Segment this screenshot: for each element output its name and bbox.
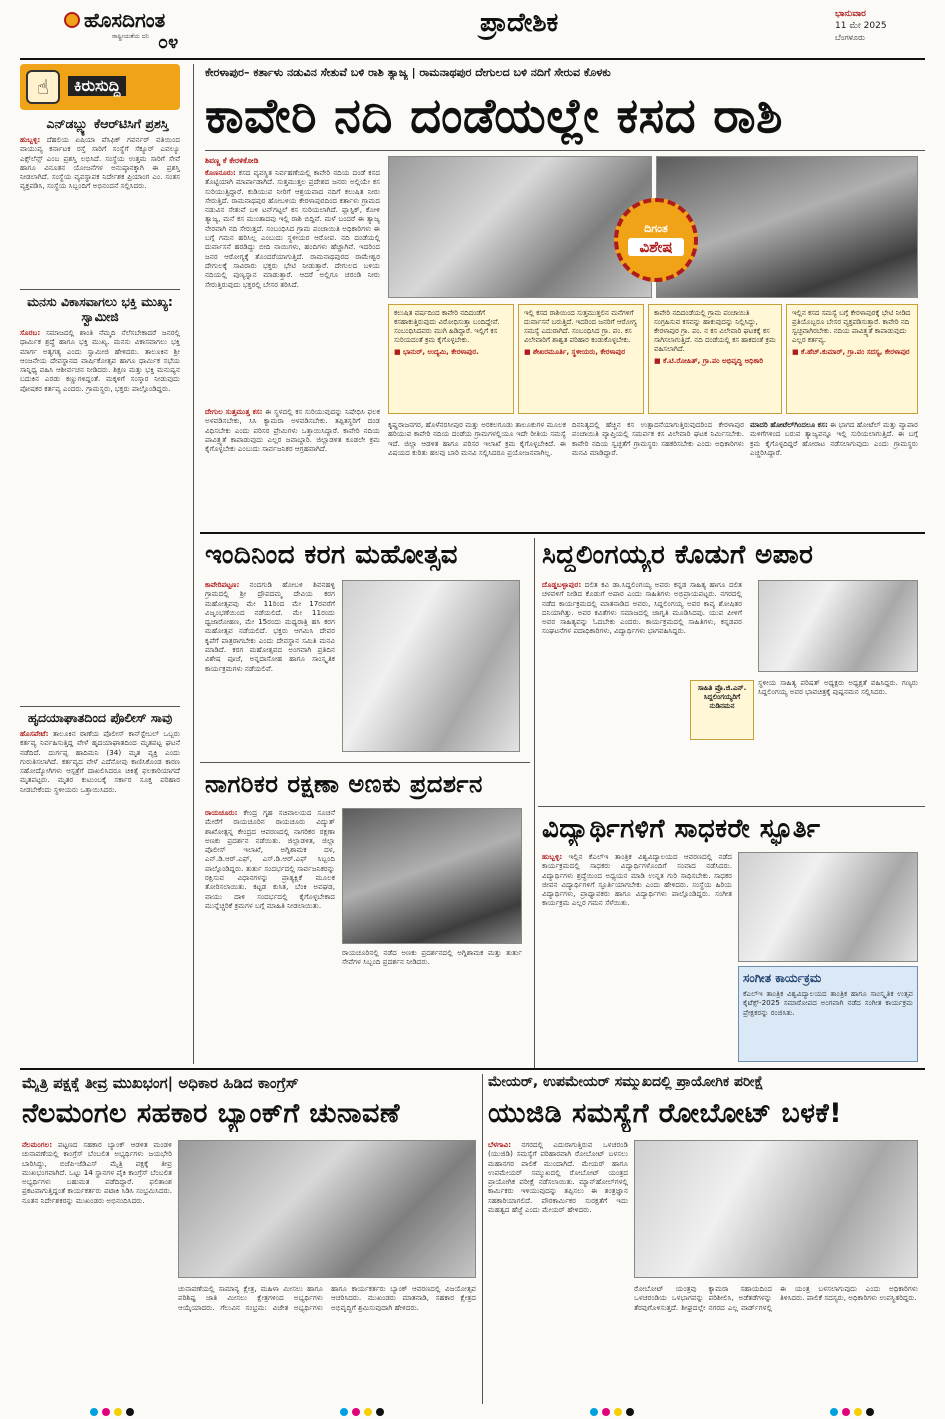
column-rule <box>482 1074 483 1404</box>
nelamangala-body2: ಚುನಾವಣೆಯಲ್ಲಿ ಸಾಮಾನ್ಯ ಕ್ಷೇತ್ರ, ಮಹಿಳಾ ಮೀಸಲು ಹಾಗೂ ಪರಿಶಿಷ್ಟ ಜಾತಿ ಮೀಸಲು ಕ್ಷೇತ್ರಗಳಿಂದ ಅಭ್ಯರ್ಥಿಗಳು ಆಯ್ಕೆಯಾದರು. ಗೆಲುವಿನ ಸಂಭ್ರಮ: ವಿಜೇತ ಅಭ್ಯರ್ಥಿಗಳು ಹಾಗೂ ಕಾರ್ಯಕರ್ತರು ಬ್ಯಾಂಕ್ ಆವರಣದಲ್ಲಿ ವಿಜಯೋತ್ಸವ ಆಚರಿಸಿದರು. ಮುಖಂಡರು ಮಾತನಾಡಿ, ಸಹಕಾರ ಕ್ಷೇತ್ರದ ಅಭಿವೃದ್ಧಿಗೆ ಶ್ರಮಿಸುವುದಾಗಿ ಹೇಳಿದರು. <box>178 1284 476 1312</box>
lead-body-text: ಕಸದ ವ್ಯವಸ್ಥಿತ ನಿರ್ವಹಣೆಯಲ್ಲಿ ಕಾವೇರಿ ನದಿಯ ದಂಡೆ ಕಸದ ತೊಟ್ಟಿಯಾಗಿ ಮಾರ್ಪಾಡಾಗಿದೆ. ಸುತ್ತಮುತ್ತಲ ಪ್ರದೇಶದ ಜನರು ಅಲ್ಲಿಯೇ ಕಸ ಸುರಿಯುತ್ತಿದ್ದಾರೆ. ಕುಡಿಯುವ ನೀರಿಗೆ ಆಶ್ರಯವಾದ ನದಿಗೆ ಕಲುಷಿತ ನೀರು ಸೇರುತ್ತಿದೆ. ರಾಮನಾಥಪುರ ಹೋಬಳಿಯ ಕೇರಳಾಪುರದಿಂದ ಕರ್ತಾಳು ಗ್ರಾಮದ ನಡುವಿನ ಸೇತುವೆ ಬಳಿ ಟನ್‌ಗಟ್ಟಲೆ ಕಸ ಸುರಿಯಲಾಗಿದೆ. ಪ್ಲಾಸ್ಟಿಕ್, ಕೋಳಿ ತ್ಯಾಜ್ಯ, ಮನೆ ಕಸ ಮುಂತಾದವು ಇಲ್ಲಿ ರಾಶಿ ಬಿದ್ದಿವೆ. ಮಳೆ ಬಂದರೆ ಈ ತ್ಯಾಜ್ಯ ನೇರವಾಗಿ ನದಿ ಸೇರುತ್ತದೆ. ಸಂಬಂಧಿಸಿದ ಗ್ರಾಮ ಪಂಚಾಯಿತಿ ಅಧಿಕಾರಿಗಳು ಈ ಬಗ್ಗೆ ಗಮನ ಹರಿಸಿಲ್ಲ ಎಂಬುದು ಸ್ಥಳೀಯರ ಆರೋಪ. ನದಿ ದಂಡೆಯಲ್ಲಿ ದುರ್ವಾಸನೆ ಹರಡಿದ್ದು ಬೀದಿ ನಾಯಿಗಳು, ಹಂದಿಗಳು ಹೆಚ್ಚಾಗಿವೆ. ಇದರಿಂದ ಜನರ ಆರೋಗ್ಯಕ್ಕೆ ತೊಂದರೆಯಾಗುತ್ತಿದೆ. ರಾಮನಾಥಪುರದ ರಾಮೇಶ್ವರ ದೇಗುಲಕ್ಕೆ ಸಾವಿರಾರು ಭಕ್ತರು ಭೇಟಿ ನೀಡುತ್ತಾರೆ. ದೇಗುಲದ ಬಳಿಯ ನದಿಯಲ್ಲಿ ಪುಣ್ಯಸ್ನಾನ ಮಾಡುತ್ತಾರೆ. ಆದರೆ ಅಲ್ಲಿಗೂ ಚರಂಡಿ ನೀರು ಸೇರುತ್ತಿರುವುದು ಭಕ್ತರಲ್ಲಿ ಬೇಸರ ತರಿಸಿದೆ. <box>205 168 380 289</box>
lead-subhead: ದೇಗುಲ ಸುತ್ತಮುತ್ತ ಕಸ: <box>205 407 263 416</box>
registration-dot <box>352 1408 360 1416</box>
vidyarthi-body <box>542 852 732 1062</box>
registration-marks <box>0 1408 945 1419</box>
divider <box>20 706 180 707</box>
nagarika-body-text: ಕೇಂದ್ರ ಗೃಹ ಸಚಿವಾಲಯದ ಸೂಚನೆ ಮೇರೆಗೆ ರಾಯಚೂರಿನ ರಾಯಚೂರು ವಿದ್ಯುತ್ ಶಾಖೋತ್ಪನ್ನ ಕೇಂದ್ರದ ಆವರಣದಲ್ಲಿ ನಾಗರಿಕರ ರಕ್ಷಣಾ ಅಣಕು ಪ್ರದರ್ಶನ ನಡೆಯಿತು. ಜಿಲ್ಲಾಡಳಿತ, ಜಿಲ್ಲಾ ಪೊಲೀಸ್ ಇಲಾಖೆ, ಅಗ್ನಿಶಾಮಕ ದಳ, ಎನ್.ಡಿ.ಆರ್.ಎಫ್, ಎಸ್.ಡಿ.ಆರ್.ಎಫ್ ಸಿಬ್ಬಂದಿ ಪಾಲ್ಗೊಂಡಿದ್ದರು. ತುರ್ತು ಸಂದರ್ಭದಲ್ಲಿ ಸಾರ್ವಜನಿಕರನ್ನು ರಕ್ಷಿಸುವ ವಿಧಾನಗಳನ್ನು ಪ್ರಾತ್ಯಕ್ಷಿಕೆ ಮೂಲಕ ತೋರಿಸಲಾಯಿತು. ಕಟ್ಟಡ ಕುಸಿತ, ಬೆಂಕಿ ಅವಘಡ, ವಾಯು ದಾಳಿ ಸಂದರ್ಭದಲ್ಲಿ ಕೈಗೊಳ್ಳಬೇಕಾದ ಮುನ್ನೆಚ್ಚರಿಕೆ ಕ್ರಮಗಳ ಬಗ್ಗೆ ಮಾಹಿತಿ ನೀಡಲಾಯಿತು. <box>205 808 335 910</box>
robot-headline: ಯುಜಿಡಿ ಸಮಸ್ಯೆಗೆ ರೋಬೋಟ್ ಬಳಕೆ! <box>488 1098 843 1129</box>
vidyarthi-dateline: ಹುಬ್ಬಳ್ಳಿ: <box>542 852 563 861</box>
registration-dot <box>614 1408 622 1416</box>
registration-dot <box>376 1408 384 1416</box>
quote-text: ಇಲ್ಲಿನ ಕಸದ ಸಮಸ್ಯೆ ಬಗ್ಗೆ ಕೇರಳಾಪುರಕ್ಕೆ ಭೇಟಿ ನೀಡಿದ ಪ್ರತಿಯೊಬ್ಬರೂ ಬೇಸರ ವ್ಯಕ್ತಪಡಿಸುತ್ತಾರೆ. ಕಾವೇರಿ ನದಿ ಸ್ವಚ್ಛವಾಗಿರಬೇಕು. ನದಿಯ ಪಾವಿತ್ರ್ಯತೆ ಕಾಪಾಡುವುದು ಎಲ್ಲರ ಕರ್ತವ್ಯ. <box>792 309 911 344</box>
lead-kicker: ಕೇರಳಾಪುರ– ಕರ್ತಾಳು ನಡುವಿನ ಸೇತುವೆ ಬಳಿ ರಾಶಿ ತ್ಯಾಜ್ಯ | ರಾಮನಾಥಪುರ ದೇಗುಲದ ಬಳಿ ನದಿಗೆ ಸೇರುವ ಕೊಳಕು <box>205 66 611 79</box>
robot-dateline: ಬೆಳಗಾವಿ: <box>488 1140 512 1149</box>
sidebar-title: ಕಿರುಸುದ್ದಿ <box>68 76 126 96</box>
lead-continued-subhead: ಮಾದರಿ ಹೋಟೆಲ್‌ಗಿಂದಲೂ ಕಸ: <box>750 420 828 429</box>
vidyarthi-photo <box>738 852 918 962</box>
nagarika-body <box>205 808 335 1064</box>
robot-body-text: ನಗರದಲ್ಲಿ ಎದುರಾಗುತ್ತಿರುವ ಒಳಚರಂಡಿ (ಯುಜಿಡಿ) ಸಮಸ್ಯೆಗೆ ಪರಿಹಾರವಾಗಿ ರೋಬೋಟ್ ಬಳಸಲು ಮಹಾನಗರ ಪಾಲಿಕೆ ಮುಂದಾಗಿದೆ. ಮೇಯರ್ ಹಾಗೂ ಉಪಮೇಯರ್ ಸಮ್ಮುಖದಲ್ಲಿ ರೋಬೋಟ್ ಯಂತ್ರದ ಪ್ರಾಯೋಗಿಕ ಪರೀಕ್ಷೆ ನಡೆಸಲಾಯಿತು. ಮ್ಯಾನ್‌ಹೋಲ್‌ಗಳಲ್ಲಿ ಕಾರ್ಮಿಕರು ಇಳಿಯುವುದನ್ನು ತಪ್ಪಿಸಲು ಈ ತಂತ್ರಜ್ಞಾನ ಸಹಕಾರಿಯಾಗಲಿದೆ. ಪೌರಕಾರ್ಮಿಕರ ಸುರಕ್ಷತೆಗೆ ಇದು ಮಹತ್ವದ ಹೆಜ್ಜೆ ಎಂದು ಮೇಯರ್ ಹೇಳಿದರು. <box>488 1140 628 1215</box>
nagarika-dateline: ರಾಯಚೂರು: <box>205 808 238 817</box>
quote-box <box>786 304 918 414</box>
robot-photo <box>634 1140 918 1278</box>
garbage-photo-left <box>388 156 652 298</box>
karaga-body-text: ನಂದಗುಡಿ ಹೋಬಳಿ ಶಿವನಹಳ್ಳಿ ಗ್ರಾಮದಲ್ಲಿ ಶ್ರೀ ದ್ರೌಪದಮ್ಮ ದೇವಿಯ ಕರಗ ಮಹೋತ್ಸವವು ಮೇ 11ರಿಂದ ಮೇ 17ರವರೆಗೆ ವಿಜೃಂಭಣೆಯಿಂದ ನಡೆಯಲಿದೆ. ಮೇ 11ರಂದು ಧ್ವಜಾರೋಹಣ, ಮೇ 15ರಂದು ಮಧ್ಯರಾತ್ರಿ ಹಸಿ ಕರಗ ಮಹೋತ್ಸವ ನಡೆಯಲಿದೆ. ಭಕ್ತರು ಆಗಮಿಸಿ ದೇವರ ಕೃಪೆಗೆ ಪಾತ್ರರಾಗಬೇಕು ಎಂದು ದೇವಸ್ಥಾನ ಸಮಿತಿ ಮನವಿ ಮಾಡಿದೆ. ಕರಗ ಮಹೋತ್ಸವದ ಅಂಗವಾಗಿ ಪ್ರತಿದಿನ ವಿಶೇಷ ಪೂಜೆ, ಅನ್ನದಾಸೋಹ ಹಾಗೂ ಸಾಂಸ್ಕೃತಿಕ ಕಾರ್ಯಕ್ರಮಗಳು ನಡೆಯಲಿವೆ. <box>205 580 335 673</box>
section-rule <box>200 762 530 763</box>
lead-continued-col1: ಕೃಷ್ಣರಾಜನಗರ, ಹೊಳೆನರಸೀಪುರ ಮತ್ತು ಅರಕಲಗೂಡು ತಾಲೂಕುಗಳ ಮೂಲಕ ಹರಿಯುವ ಕಾವೇರಿ ನದಿಯ ದಂಡೆಯ ಗ್ರಾಮಗಳಲ್ಲಿಯೂ ಇದೇ ರೀತಿಯ ಸಮಸ್ಯೆ ಇದೆ. ಜಿಲ್ಲಾ ಆಡಳಿತ ಹಾಗೂ ಪರಿಸರ ಇಲಾಖೆ ಕ್ರಮ ಕೈಗೊಳ್ಳಬೇಕಿದೆ. ಈ ವಿಷಯದ ಕುರಿತು ಹಲವು ಬಾರಿ ಮನವಿ ಸಲ್ಲಿಸಿದರೂ ಪ್ರಯೋಜನವಾಗಿಲ್ಲ. <box>388 420 566 457</box>
quote-author: ■ ಶೇಖರಮೂರ್ತಿ, ಸ್ಥಳೀಯರು, ಕೇರಳಾಪುರ <box>524 348 626 356</box>
lead-continued-col2: ದಿನನಿತ್ಯದಲ್ಲಿ ಹೆಚ್ಚಿನ ಕಸ ಉತ್ಪಾದನೆಯಾಗುತ್ತಿರುವುದರಿಂದ ಕೇರಳಾಪುರ ಪಂಚಾಯಿತಿ ವ್ಯಾಪ್ತಿಯಲ್ಲಿ ಸಮರ್ಪಕ ಕಸ ವಿಲೇವಾರಿ ಘಟಕ ನಿರ್ಮಿಸಬೇಕು. ಕಾವೇರಿ ನದಿಯ ಸ್ವಚ್ಛತೆಗೆ ಗ್ರಾಮಸ್ಥರು ಸಹಕರಿಸಬೇಕು ಎಂದು ಅಧಿಕಾರಿಗಳು ಮನವಿ ಮಾಡಿದ್ದಾರೆ. <box>572 420 744 457</box>
quote-text: ಕಲುಷಿತ ವರ್ಷದಿಂದ ಕಾವೇರಿ ನದಿದಂಡೆಗೆ ಕಸಹಾಕುತ್ತಿರುವುದು ವಿರೋಧಿಸುತ್ತಾ ಬಂದಿದ್ದೇವೆ. ಸಂಬಂಧಿಸಿದವರು ಮುಗಿ ಹಿಡಿದ್ದಾರೆ. ಇಲ್ಲಿಗೆ ಕಸ ಸುರಿಯದಂತೆ ಕ್ರಮ ಕೈಗೊಳ್ಳಬೇಕು. <box>394 309 500 344</box>
siddalingayya-dateline: ದೊಡ್ಡಬಳ್ಳಾಪುರ: <box>542 580 582 589</box>
registration-dot <box>842 1408 850 1416</box>
quote-author: ■ ಭಾನುರ್, ಉದ್ಯಮಿ, ಕೇರಳಾಪುರ. <box>394 348 479 356</box>
karaga-headline: ಇಂದಿನಿಂದ ಕರಗ ಮಹೋತ್ಸವ <box>205 540 458 570</box>
nagarika-headline: ನಾಗರಿಕರ ರಕ್ಷಣಾ ಅಣಕು ಪ್ರದರ್ಶನ <box>205 770 483 798</box>
hand-icon: ☝ <box>26 70 60 104</box>
column-rule <box>534 538 535 1068</box>
siddalingayya-body2: ಸ್ಥಳೀಯ ಸಾಹಿತ್ಯ ಪರಿಷತ್ ಅಧ್ಯಕ್ಷರು ಅಧ್ಯಕ್ಷತೆ ವಹಿಸಿದ್ದರು. ಗಣ್ಯರು ಸಿದ್ದಲಿಂಗಯ್ಯ ಅವರ ಭಾವಚಿತ್ರಕ್ಕೆ ಪುಷ್ಪನಮನ ಸಲ್ಲಿಸಿದರು. <box>758 678 918 697</box>
registration-dot <box>102 1408 110 1416</box>
section-title: ಪ್ರಾದೇಶಿಕ <box>480 8 559 38</box>
karaga-photo <box>342 580 520 752</box>
nelamangala-photo <box>178 1140 476 1278</box>
masthead-rule <box>20 58 925 60</box>
karaga-body <box>205 580 335 755</box>
sidebar <box>20 64 185 1064</box>
sidebar-item-headline: ಮನಸು ವಿಕಾಸವಾಗಲು ಭಕ್ತಿ ಮುಖ್ಯ: ಸ್ವಾಮೀಜಿ <box>27 294 173 324</box>
siddalingayya-body-text: ದಲಿತ ಕವಿ ಡಾ.ಸಿದ್ದಲಿಂಗಯ್ಯ ಅವರು ಕನ್ನಡ ಸಾಹಿತ್ಯ ಹಾಗೂ ದಲಿತ ಚಳವಳಿಗೆ ನೀಡಿದ ಕೊಡುಗೆ ಅಪಾರ ಎಂದು ಸಾಹಿತಿಗಳು ಅಭಿಪ್ರಾಯಪಟ್ಟರು. ನಗರದಲ್ಲಿ ನಡೆದ ಕಾರ್ಯಕ್ರಮದಲ್ಲಿ ಮಾತನಾಡಿದ ಅವರು, ಸಿದ್ದಲಿಂಗಯ್ಯ ಅವರ ಕಾವ್ಯ ಶೋಷಿತರ ದನಿಯಾಗಿತ್ತು. ಅವರ ಕವಿತೆಗಳು ಸಮಾಜದಲ್ಲಿ ಜಾಗೃತಿ ಮೂಡಿಸಿದವು. ಯುವ ಪೀಳಿಗೆ ಅವರ ಸಾಹಿತ್ಯವನ್ನು ಓದಬೇಕು ಎಂದರು. ಕಾರ್ಯಕ್ರಮದಲ್ಲಿ ಸಾಹಿತಿಗಳು, ಕನ್ನಡಪರ ಸಂಘಟನೆಗಳ ಪದಾಧಿಕಾರಿಗಳು, ವಿದ್ಯಾರ್ಥಿಗಳು ಭಾಗವಹಿಸಿದ್ದರು. <box>542 580 742 636</box>
lead-dateline: ಕೊಣನೂರು: <box>205 168 236 177</box>
lead-continued-text: ಈ ಭಾಗದ ಹೋಟೆಲ್ ಮತ್ತು ವ್ಯಾಪಾರ ಮಳಿಗೆಗಳಿಂದ ಬರುವ ತ್ಯಾಜ್ಯವನ್ನೂ ಇಲ್ಲಿ ಸುರಿಯಲಾಗುತ್ತಿದೆ. ಈ ಬಗ್ಗೆ ಕ್ರಮ ಕೈಗೊಳ್ಳದಿದ್ದರೆ ಹೋರಾಟ ನಡೆಸಲಾಗುವುದು ಎಂದು ಗ್ರಾಮಸ್ಥರು ಎಚ್ಚರಿಸಿದ್ದಾರೆ. <box>750 420 918 457</box>
quote-author: ■ ಕೆ.ಟಿ.ರೋಹಿತ್, ಗ್ರಾ.ಪಂ ಅಭಿವೃದ್ಧಿ ಅಧಿಕಾರಿ <box>654 357 764 365</box>
divider <box>20 289 180 290</box>
brand-name: ಹೊಸದಿಗಂತ <box>84 8 166 32</box>
lead-body2: ಈ ಸ್ಥಳದಲ್ಲಿ ಕಸ ಸುರಿಯುವುದನ್ನು ನಿಷೇಧಿಸಿ ಫಲಕ ಅಳವಡಿಸಬೇಕು, ಸಿಸಿ ಕ್ಯಾಮರಾ ಅಳವಡಿಸಬೇಕು. ತಪ್ಪಿತಸ್ಥರಿಗೆ ದಂಡ ವಿಧಿಸಬೇಕು ಎಂದು ಪರಿಸರ ಪ್ರೇಮಿಗಳು ಒತ್ತಾಯಿಸಿದ್ದಾರೆ. ಕಾವೇರಿ ನದಿಯ ಪಾವಿತ್ರ್ಯತೆ ಕಾಪಾಡುವುದು ಎಲ್ಲರ ಜವಾಬ್ದಾರಿ. ಜಿಲ್ಲಾಡಳಿತ ಕೂಡಲೇ ಕ್ರಮ ಕೈಗೊಳ್ಳಬೇಕು ಎಂಬುದು ಸಾರ್ವಜನಿಕರ ಆಗ್ರಹವಾಗಿದೆ. <box>205 407 380 454</box>
registration-dot <box>114 1408 122 1416</box>
city-label: ಬೆಂಗಳೂರು <box>835 33 865 42</box>
section-rule <box>20 1068 925 1070</box>
nelamangala-headline: ನೆಲಮಂಗಲ ಸಹಕಾರ ಬ್ಯಾಂಕ್‌ಗೆ ಚುನಾವಣೆ <box>22 1098 400 1129</box>
sidebar-item-dateline: ಹೊಸಪೇಟೆ: <box>20 729 49 738</box>
robot-kicker: ಮೇಯರ್, ಉಪಮೇಯರ್ ಸಮ್ಮುಖದಲ್ಲಿ ಪ್ರಾಯೋಗಿಕ ಪರೀಕ್ಷೆ <box>488 1074 764 1090</box>
lead-headline: ಕಾವೇರಿ ನದಿ ದಂಡೆಯಲ್ಲೇ ಕಸದ ರಾಶಿ <box>205 88 783 144</box>
sidebar-item-body: ತಾಲೂಕಿನ ಠಾಣೆಯ ಪೊಲೀಸ್ ಕಾನ್‌ಸ್ಟೇಬಲ್ ಒಬ್ಬರು ಕರ್ತವ್ಯ ನಿರ್ವಹಿಸುತ್ತಿದ್ದ ವೇಳೆ ಹೃದಯಾಘಾತದಿಂದ ಮೃತಪಟ್ಟ ಘಟನೆ ನಡೆದಿದೆ. ದುರ್ಗಪ್ಪ ಹಾದಿಮನಿ (34) ಮೃತ ವ್ಯಕ್ತಿ ಎಂದು ಗುರುತಿಸಲಾಗಿದೆ. ಕರ್ತವ್ಯದ ವೇಳೆ ಎದೆನೋವು ಕಾಣಿಸಿಕೊಂಡ ಕಾರಣ ಸಹೋದ್ಯೋಗಿಗಳು ಆಸ್ಪತ್ರೆಗೆ ದಾಖಲಿಸಿದರೂ ಚಿಕಿತ್ಸೆ ಫಲಕಾರಿಯಾಗದೆ ಮೃತಪಟ್ಟರು. ಮೃತರ ಕುಟುಂಬಕ್ಕೆ ಸರ್ಕಾರ ಸೂಕ್ತ ಪರಿಹಾರ ನೀಡಬೇಕೆಂದು ಸ್ಥಳೀಯರು ಒತ್ತಾಯಿಸಿದರು. <box>20 729 180 794</box>
date-block <box>835 8 925 44</box>
quote-author: ■ ಕೆ.ಹೆಚ್.ಕುಮಾರ್, ಗ್ರಾ.ಪಂ ಸದಸ್ಯ, ಕೇರಳಾಪುರ <box>792 348 910 356</box>
siddalingayya-photo <box>758 580 918 672</box>
digantha-vishesha-badge <box>614 198 698 282</box>
masthead <box>60 6 930 58</box>
nelamangala-body <box>22 1140 172 1402</box>
vidyarthi-headline: ವಿದ್ಯಾರ್ಥಿಗಳಿಗೆ ಸಾಧಕರೇ ಸ್ಫೂರ್ತಿ <box>542 814 821 844</box>
mock-drill-photo <box>342 808 522 944</box>
sidebar-item-headline: ಎನ್‌ಡಬ್ಲ್ಯು ಕೆಆರ್‌ಟಿಸಿಗೆ ಪ್ರಶಸ್ತಿ <box>46 116 169 131</box>
sidebar-item-dateline: ಹುಬ್ಬಳ್ಳಿ: <box>20 135 41 144</box>
quote-box <box>648 304 782 414</box>
sidebar-item-body: ಸಮಾಜದಲ್ಲಿ ಶಾಂತಿ ನೆಮ್ಮದಿ ನೆಲೆಸಬೇಕಾದರೆ ಜನರಲ್ಲಿ ಧಾರ್ಮಿಕ ಶ್ರದ್ಧೆ ಹಾಗೂ ಭಕ್ತಿ ಮುಖ್ಯ. ಮನಸು ವಿಕಾಸವಾಗಲು ಭಕ್ತಿ ಮಾರ್ಗ ಅತ್ಯಗತ್ಯ ಎಂದು ಸ್ವಾಮೀಜಿ ಹೇಳಿದರು. ತಾಲೂಕಿನ ಶ್ರೀ ಆಂಜನೇಯ ದೇವಸ್ಥಾನದ ವಾರ್ಷಿಕೋತ್ಸವ ಹಾಗೂ ಧಾರ್ಮಿಕ ಸಭೆಯ ಸಾನ್ನಿಧ್ಯ ವಹಿಸಿ ಆಶೀರ್ವಚನ ನೀಡಿದರು. ಶಿಕ್ಷಣ ಮತ್ತು ಭಕ್ತಿ ಮನುಷ್ಯನ ಬದುಕಿನ ಎರಡು ಕಣ್ಣುಗಳಿದ್ದಂತೆ. ಮಕ್ಕಳಿಗೆ ಸಂಸ್ಕಾರ ನೀಡುವುದು ಪೋಷಕರ ಕರ್ತವ್ಯ ಎಂದರು. ಗ್ರಾಮಸ್ಥರು, ಭಕ್ತರು ಪಾಲ್ಗೊಂಡಿದ್ದರು. <box>20 328 180 393</box>
sidebar-item <box>20 710 180 1060</box>
quote-text: ಕಾವೇರಿ ನದಿದಂಡೆಯಲ್ಲಿ ಗ್ರಾಮ ಪಂಚಾಯಿತಿ ಸಂಗ್ರಹಿಸುವ ಕಸವನ್ನು ಹಾಕುವುದನ್ನು ನಿಲ್ಲಿಸಿದ್ದು, ಕೇರಳಾಪುರ ಗ್ರಾ. ಪಂ. ನ ಕಸ ವಿಲೇವಾರಿ ಘಟಕಕ್ಕೆ ಕಸ ಸಾಗಿಸಲಾಗುತ್ತಿದೆ. ನದಿ ದಂಡೆಯಲ್ಲಿ ಕಸ ಹಾಕದಂತೆ ಕ್ರಮ ವಹಿಸಲಾಗಿದೆ. <box>654 309 776 353</box>
nelamangala-body-text: ಪಟ್ಟಣದ ಸಹಕಾರ ಬ್ಯಾಂಕ್ ಆಡಳಿತ ಮಂಡಳಿ ಚುನಾವಣೆಯಲ್ಲಿ ಕಾಂಗ್ರೆಸ್ ಬೆಂಬಲಿತ ಅಭ್ಯರ್ಥಿಗಳು ಜಯಭೇರಿ ಬಾರಿಸಿದ್ದು, ಬಿಜೆಪಿ-ಜೆಡಿಎಸ್ ಮೈತ್ರಿ ಪಕ್ಷಕ್ಕೆ ತೀವ್ರ ಮುಖಭಂಗವಾಗಿದೆ. ಒಟ್ಟು 14 ಸ್ಥಾನಗಳ ಪೈಕಿ ಕಾಂಗ್ರೆಸ್ ಬೆಂಬಲಿತ ಅಭ್ಯರ್ಥಿಗಳು ಬಹುಮತ ಪಡೆದಿದ್ದಾರೆ. ಫಲಿತಾಂಶ ಪ್ರಕಟವಾಗುತ್ತಿದ್ದಂತೆ ಕಾರ್ಯಕರ್ತರು ಪಟಾಕಿ ಸಿಡಿಸಿ ಸಂಭ್ರಮಿಸಿದರು. ನೂತನ ನಿರ್ದೇಶಕರನ್ನು ಮುಖಂಡರು ಅಭಿನಂದಿಸಿದರು. <box>22 1140 172 1205</box>
registration-dot <box>590 1408 598 1416</box>
badge-line2: ವಿಶೇಷ <box>628 238 684 256</box>
day-label: ಭಾನುವಾರ <box>835 9 866 19</box>
sidebar-title-bar <box>20 64 180 110</box>
registration-dot <box>340 1408 348 1416</box>
registration-dot <box>602 1408 610 1416</box>
sangeeta-box <box>738 966 918 1062</box>
column-rule <box>193 64 194 1064</box>
brand-tagline: ರಾಷ್ಟ್ರೀಯತೆಯ ದನಿ <box>112 33 149 40</box>
mock-drill-caption: ರಾಯಚೂರಿನಲ್ಲಿ ನಡೆದ ಅಣಕು ಪ್ರದರ್ಶನದಲ್ಲಿ ಅಗ್ನಿಶಾಮಕ ಮತ್ತು ತುರ್ತು ಸೇವೆಗಳ ಸಿಬ್ಬಂದಿ ಪ್ರದರ್ಶನ ನೀಡಿದರು. <box>342 948 522 967</box>
quote-box <box>518 304 644 414</box>
registration-dot <box>626 1408 634 1416</box>
sun-logo-icon <box>64 12 80 28</box>
registration-dot <box>364 1408 372 1416</box>
vidyarthi-body-text: ಇಲ್ಲಿನ ಕೆಎಲ್‌ಇ ತಾಂತ್ರಿಕ ವಿಶ್ವವಿದ್ಯಾಲಯದ ಆವರಣದಲ್ಲಿ ನಡೆದ ಕಾರ್ಯಕ್ರಮದಲ್ಲಿ ಸಾಧಕರು ವಿದ್ಯಾರ್ಥಿಗಳೊಂದಿಗೆ ಸಂವಾದ ನಡೆಸಿದರು. ವಿದ್ಯಾರ್ಥಿಗಳು ಶ್ರದ್ಧೆಯಿಂದ ಅಧ್ಯಯನ ಮಾಡಿ ಉನ್ನತ ಗುರಿ ಸಾಧಿಸಬೇಕು. ಸಾಧಕರ ಜೀವನ ವಿದ್ಯಾರ್ಥಿಗಳಿಗೆ ಸ್ಫೂರ್ತಿಯಾಗಬೇಕು ಎಂದು ಹೇಳಿದರು. ಸಂಸ್ಥೆಯ ಹಿರಿಯ ವಿದ್ಯಾರ್ಥಿಗಳು, ಪ್ರಾಧ್ಯಾಪಕರು ಹಾಗೂ ವಿದ್ಯಾರ್ಥಿಗಳು ಪಾಲ್ಗೊಂಡಿದ್ದರು. ಸಂಗೀತ ಕಾರ್ಯಕ್ರಮ ಎಲ್ಲರ ಗಮನ ಸೆಳೆಯಿತು. <box>542 852 732 908</box>
nelamangala-kicker: ಮೈತ್ರಿ ಪಕ್ಷಕ್ಕೆ ತೀವ್ರ ಮುಖಭಂಗ| ಅಧಿಕಾರ ಹಿಡಿದ ಕಾಂಗ್ರೆಸ್ <box>22 1074 299 1092</box>
robot-body2: ರೋಬೋಟ್ ಯಂತ್ರವು ಕ್ಯಾಮರಾ ಸಹಾಯದಿಂದ ಒಳಚರಂಡಿಯ ಒಳಭಾಗವನ್ನು ಪರಿಶೀಲಿಸಿ, ಅಡೆತಡೆಗಳನ್ನು ತೆರವುಗೊಳಿಸುತ್ತದೆ. ಶೀಘ್ರದಲ್ಲೇ ನಗರದ ಎಲ್ಲ ವಾರ್ಡ್‌ಗಳಲ್ಲಿ ಈ ಯಂತ್ರ ಬಳಸಲಾಗುವುದು ಎಂದು ಅಧಿಕಾರಿಗಳು ತಿಳಿಸಿದರು. ಪಾಲಿಕೆ ಸದಸ್ಯರು, ಅಧಿಕಾರಿಗಳು ಉಪಸ್ಥಿತರಿದ್ದರು. <box>634 1284 918 1312</box>
sidebar-item-headline: ಹೃದಯಾಘಾತದಿಂದ ಪೊಲೀಸ್ ಸಾವು <box>27 710 173 725</box>
sidebar-item <box>20 294 180 694</box>
registration-dot <box>854 1408 862 1416</box>
nelamangala-dateline: ನೆಲಮಂಗಲ: <box>22 1140 53 1149</box>
lead-rule <box>205 150 925 151</box>
registration-dot <box>866 1408 874 1416</box>
quote-box <box>388 304 514 414</box>
page-number: ೦೪ <box>158 32 179 53</box>
siddalingayya-headline: ಸಿದ್ದಲಿಂಗಯ್ಯರ ಕೊಡುಗೆ ಅಪಾರ <box>542 540 814 570</box>
siddalingayya-inset <box>690 680 754 740</box>
sangeeta-box-title: ಸಂಗೀತ ಕಾರ್ಯಕ್ರಮ <box>743 971 822 985</box>
sangeeta-box-text: ಕೆಎಲ್‌ಇ ತಾಂತ್ರಿಕ ವಿಶ್ವವಿದ್ಯಾಲಯದ ತಾಂತ್ರಿಕ ಹಾಗೂ ಸಾಂಸ್ಕೃತಿಕ ಉತ್ಸವ ಕೈಟೆಕ್ಸ್-2025 ಸಮಾರೋಪದ ಅಂಗವಾಗಿ ನಡೆದ ಸಂಗೀತ ಕಾರ್ಯಕ್ರಮ ಪ್ರೇಕ್ಷಕರನ್ನು ರಂಜಿಸಿತು. <box>743 989 913 1017</box>
registration-dot <box>126 1408 134 1416</box>
karaga-dateline: ಕಾವೇರಿಪಟ್ಟಣ: <box>205 580 240 589</box>
registration-dot <box>830 1408 838 1416</box>
section-rule <box>200 532 925 534</box>
lead-byline: ಶಿವಣ್ಣ ಕೆ ಕೇರಳಿಕೋಡಿ <box>205 156 259 165</box>
siddalingayya-inset-text: ಸಾಹಿತಿ ಪ್ರೊ.ಜಿ.ಎನ್. ಸಿದ್ದಲಿಂಗಯ್ಯರಿಗೆ ನುಡಿನಮನ <box>697 684 747 710</box>
lead-continued-col3 <box>750 420 918 488</box>
quote-text: ಇಲ್ಲಿ ಕಸದ ರಾಶಿಯಿಂದ ಸುತ್ತಮುತ್ತಲಿನ ಮನೆಗಳಿಗೆ ದುರ್ವಾಸನೆ ಬರುತ್ತಿದೆ. ಇದರಿಂದ ಜನರಿಗೆ ಆರೋಗ್ಯ ಸಮಸ್ಯೆ ಎದುರಾಗಿದೆ. ಸಂಬಂಧಿಸಿದ ಗ್ರಾ. ಪಂ. ಕಸ ವಿಲೇವಾರಿಗೆ ಶಾಶ್ವತ ಪರಿಹಾರ ಕಂಡುಕೊಳ್ಳಬೇಕು. <box>524 309 637 344</box>
lead-body <box>205 168 380 404</box>
section-rule <box>538 806 925 807</box>
badge-line1: ದಿಗಂತ <box>644 222 668 235</box>
robot-body <box>488 1140 628 1402</box>
brand-logo <box>60 6 230 52</box>
registration-dot <box>90 1408 98 1416</box>
lead-body-continued <box>205 407 380 487</box>
sidebar-item-dateline: ಸೊರಬ: <box>20 328 41 337</box>
date-label: 11 ಮೇ 2025 <box>835 21 887 31</box>
sidebar-item-body: ದೆಹಲಿಯ ಏಷಿಯಾ ಪೆಸಿಫಿಕ್ ಗವರ್ನರ್ ವತಿಯಿಂದ ವಾಯುವ್ಯ ಕರ್ನಾಟಕ ರಸ್ತೆ ಸಾರಿಗೆ ಸಂಸ್ಥೆಗೆ ಸೆಕ್ಯೂರ್ ಎವಲ್ಯೂ ಎಕ್ಸ್‌ಲೆನ್ಸ್ ಎಂಬ ಪ್ರಶಸ್ತಿ ಲಭಿಸಿದೆ. ಸಂಸ್ಥೆಯ ಉತ್ತಮ ಸಾರಿಗೆ ಸೇವೆ ಹಾಗೂ ವಿನೂತನ ಯೋಜನೆಗಳ ಅನುಷ್ಠಾನಕ್ಕಾಗಿ ಈ ಪ್ರಶಸ್ತಿ ನೀಡಲಾಗಿದೆ. ಸಂಸ್ಥೆಯ ವ್ಯವಸ್ಥಾಪಕ ನಿರ್ದೇಶಕ ಪ್ರಿಯಾಂಗ ಎಂ. ಸಂತಸ ವ್ಯಕ್ತಪಡಿಸಿ, ಸಂಸ್ಥೆಯ ಸಿಬ್ಬಂದಿಗೆ ಅಭಿನಂದನೆ ಸಲ್ಲಿಸಿದರು. <box>20 135 180 191</box>
